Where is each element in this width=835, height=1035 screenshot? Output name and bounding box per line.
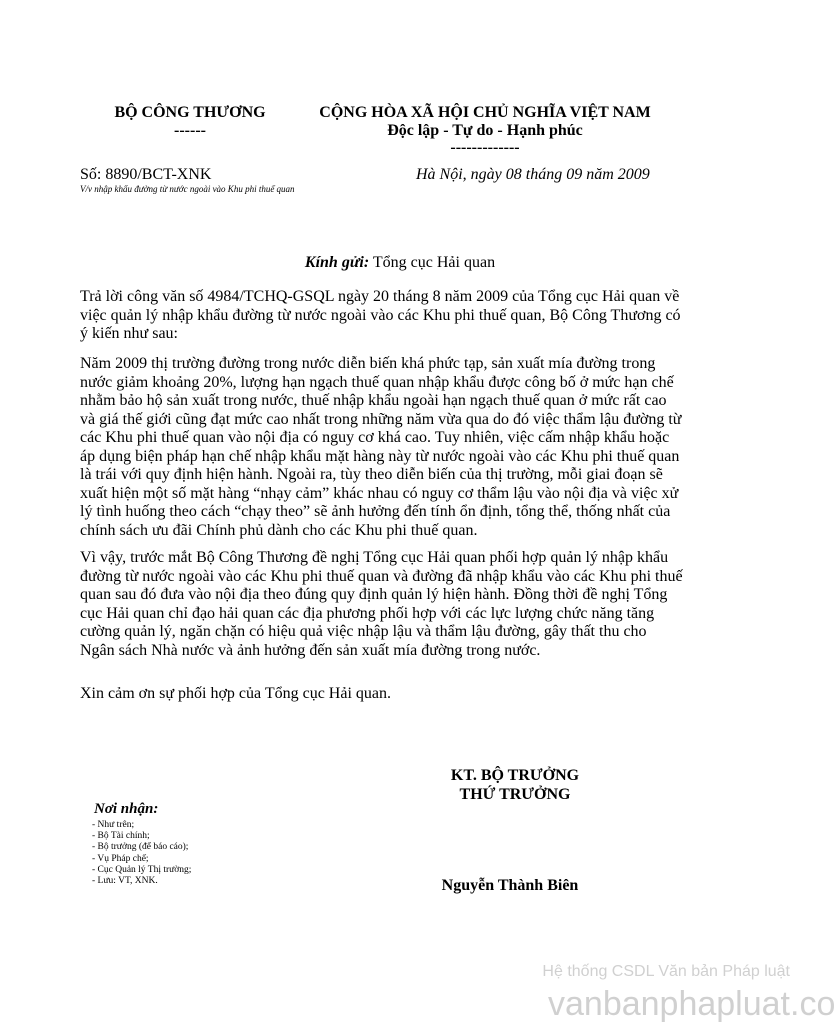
recipient-label: Kính gửi: bbox=[304, 254, 370, 271]
document-subject: V/v nhập khẩu đường từ nước ngoài vào Khu phi thuế quan bbox=[80, 184, 295, 194]
signature-title-2: THỨ TRƯỞNG bbox=[459, 786, 571, 803]
recipient-item: - Lưu: VT, XNK. bbox=[92, 876, 158, 887]
body-paragraph-3: Vì vậy, trước mắt Bộ Công Thương đề nghị Tổng cục Hải quan phối hợp quản lý nhập khẩu đường từ nước ngoài vào các Khu phi thuế quan và đường đã nhập khẩu vào các Khu phi thuế quan sau đó đưa vào nội địa theo đúng quy định quản lý hiện hành. Đồng thời đề nghị Tổng cục Hải quan chỉ đạo hải quan các địa phương phối hợp với các lực lượng chức năng tăng cường quản lý, ngăn chặn có hiệu quả việc nhập lậu và thẩm lậu đường, gây thất thu cho Ngân sách Nhà nước và ảnh hưởng đến sản xuất mía đường trong nước. bbox=[80, 549, 683, 659]
motto: Độc lập - Tự do - Hạnh phúc bbox=[387, 122, 583, 139]
recipient-line bbox=[0, 253, 800, 273]
recipient-item: - Bộ Tài chính; bbox=[92, 831, 150, 842]
signature-title-1: KT. BỘ TRƯỞNG bbox=[450, 767, 580, 784]
signer-name: Nguyễn Thành Biên bbox=[441, 877, 579, 894]
recipient-name: Tổng cục Hải quan bbox=[369, 254, 496, 271]
country-name: CỘNG HÒA XÃ HỘI CHỦ NGHĨA VIỆT NAM bbox=[319, 104, 651, 121]
recipients-list bbox=[92, 820, 191, 887]
watermark-line-2: vanbanphapluat.co bbox=[548, 985, 835, 1023]
place-date: Hà Nội, ngày 08 tháng 09 năm 2009 bbox=[416, 166, 650, 183]
body-paragraph-4: Xin cảm ơn sự phối hợp của Tổng cục Hải quan. bbox=[80, 685, 392, 702]
document-number: Số: 8890/BCT-XNK bbox=[80, 166, 212, 183]
motto-rule: ------------- bbox=[450, 139, 520, 156]
recipient-item: - Cục Quản lý Thị trường; bbox=[92, 864, 192, 875]
body-paragraph-2: Năm 2009 thị trường đường trong nước diễn biến khá phức tạp, sản xuất mía đường trong nước giảm khoảng 20%, lượng hạn ngạch thuế quan nhập khẩu được công bố ở mức hạn chế nhằm bảo hộ sản xuất trong nước, thuế nhập khẩu ngoài hạn ngạch thuế quan ở mức rất cao và giá thế giới cũng đạt mức cao nhất trong những năm vừa qua do đó việc thẩm lậu đường từ các Khu phi thuế quan vào nội địa có nguy cơ khá cao. Tuy nhiên, việc cấm nhập khẩu hoặc áp dụng biện pháp hạn chế nhập khẩu mặt hàng này từ nước ngoài vào các Khu phi thuế quan là trái với quy định hiện hành. Ngoài ra, tùy theo diễn biến của thị trường, mỗi giai đoạn sẽ xuất hiện một số mặt hàng “nhạy cảm” khác nhau có nguy cơ thẩm lậu vào nội địa và việc xử lý tình huống theo cách “chạy theo” sẽ ảnh hưởng đến tính ổn định, tổng thể, thống nhất của chính sách ưu đãi Chính phủ dành cho các Khu phi thuế quan. bbox=[80, 355, 682, 539]
body-paragraph-1: Trả lời công văn số 4984/TCHQ-GSQL ngày 20 tháng 8 năm 2009 của Tổng cục Hải quan về việc quản lý nhập khẩu đường từ nước ngoài vào các Khu phi thuế quan, Bộ Công Thương có ý kiến như sau: bbox=[80, 288, 681, 342]
recipient-item: - Bộ trưởng (để báo cáo); bbox=[92, 842, 189, 853]
watermark-line-1: Hệ thống CSDL Văn bản Pháp luật bbox=[542, 963, 790, 980]
agency-rule: ------ bbox=[174, 122, 206, 139]
recipient-item: - Vụ Pháp chế; bbox=[92, 853, 149, 864]
recipients-title: Nơi nhận: bbox=[94, 801, 159, 817]
agency-name: BỘ CÔNG THƯƠNG bbox=[114, 104, 266, 121]
recipient-item: - Như trên; bbox=[92, 820, 135, 830]
